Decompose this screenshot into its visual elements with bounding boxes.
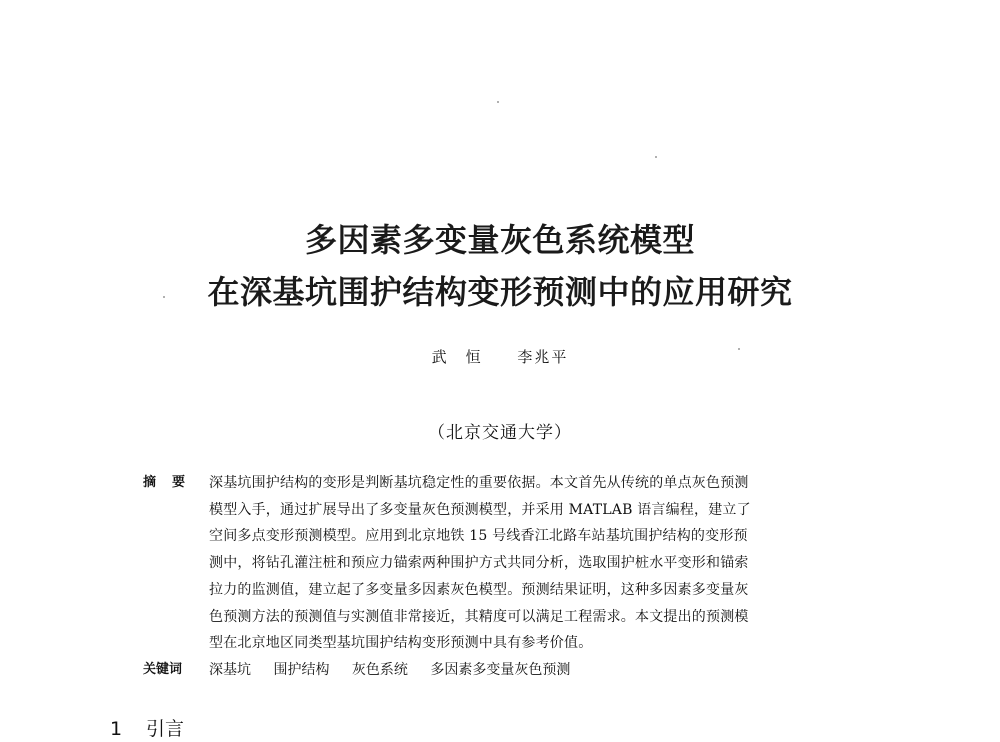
keyword: 多因素多变量灰色预测: [430, 661, 571, 678]
abstract-line: 深基坑围护结构的变形是判断基坑稳定性的重要依据。本文首先从传统的单点灰色预测: [209, 475, 749, 491]
abstract-line: 型在北京地区同类型基坑围护结构变形预测中具有参考价值。: [209, 635, 593, 652]
section-title: 引言: [146, 718, 185, 740]
paper-title: [0, 214, 1000, 318]
scan-speck: [497, 101, 499, 103]
abstract-line: 模型入手，通过扩展导出了多变量灰色预测模型，并采用 MATLAB 语言编程，建立了: [209, 501, 751, 518]
scan-speck: [738, 348, 740, 350]
abstract-line: 拉力的监测值，建立起了多变量多因素灰色模型。预测结果证明，这种多因素多变量灰: [209, 581, 749, 598]
abstract-line: 空间多点变形预测模型。应用到北京地铁 15 号线香江北路车站基坑围护结构的变形预: [209, 528, 748, 545]
title-line-2: 在深基坑围护结构变形预测中的应用研究: [207, 273, 793, 311]
title-line-1: 多因素多变量灰色系统模型: [304, 221, 695, 259]
keyword: 深基坑: [209, 661, 251, 678]
keywords-list: [209, 657, 588, 684]
abstract-line: 色预测方法的预测值与实测值非常接近，其精度可以满足工程需求。本文提出的预测模: [209, 608, 749, 625]
author-name: 李兆平: [517, 348, 569, 366]
scan-speck: [655, 156, 657, 158]
section-number: 1: [110, 718, 123, 740]
keyword: 围护结构: [273, 661, 330, 678]
abstract-section: [143, 470, 863, 684]
author-list: [0, 346, 1000, 367]
scan-speck: [163, 296, 165, 298]
abstract-body: [209, 470, 861, 657]
keyword: 灰色系统: [351, 661, 408, 678]
abstract-label: 摘要: [143, 475, 202, 490]
author-name: 武 恒: [431, 348, 483, 366]
section-heading: [110, 714, 184, 741]
keywords-label: 关键词: [143, 661, 183, 677]
affiliation: （北京交通大学）: [428, 423, 572, 443]
abstract-line: 测中，将钻孔灌注桩和预应力锚索两种围护方式共同分析，选取围护桩水平变形和锚索: [209, 555, 749, 572]
